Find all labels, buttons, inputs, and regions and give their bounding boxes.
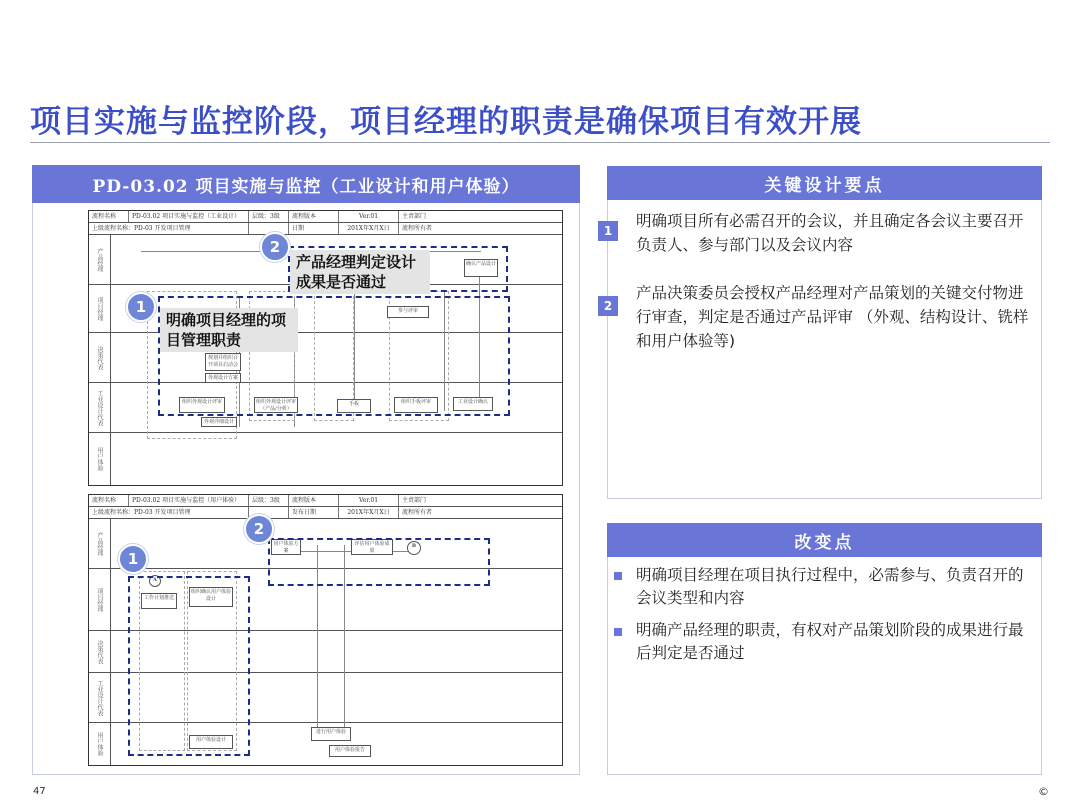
connector-b: B [407, 541, 421, 555]
swimlane-label: 产品经理 [89, 235, 111, 284]
chart1-hdr-cell: Ver.01 [339, 211, 399, 222]
bullet-square [614, 572, 622, 580]
process-box: 工业设计确认 [453, 397, 493, 411]
swimlane-label: 用户体验 [89, 433, 111, 485]
chart2-hdr-cell: 层级：3级 [249, 495, 289, 506]
chart2-hdr-cell: 上级流程名称：PD-03 开发项目管理 [89, 507, 249, 518]
swimlane-label: 决策代表 [89, 333, 111, 382]
key-points-header: 关键设计要点 [607, 166, 1042, 200]
swimlane-label: 项目经理 [89, 569, 111, 630]
highlight-region-1-chart2 [128, 576, 250, 756]
chart1-hdr-cell: 201X年X月X日 [339, 223, 399, 234]
chart1-hdr-cell: 上级流程名称：PD-03 开发项目管理 [89, 223, 249, 234]
chart2-hdr-cell: 流程名称 [89, 495, 129, 506]
chart1-hdr-cell: 流程名称 [89, 211, 129, 222]
document-box: 外观设计方案 [205, 373, 241, 383]
chart2-hdr-cell: 流程所有者 [402, 509, 433, 516]
process-box: 规划并组织召开项目启动会 [205, 353, 241, 371]
process-box: 组织外观设计评审（产品/分析） [256, 399, 297, 412]
chart1-header-row1 [89, 211, 562, 223]
bullet-square [614, 628, 622, 636]
process-box: 用户体验设计 [189, 735, 233, 749]
process-box: 手板 [337, 399, 371, 413]
chart1-hdr-cell: 日期 [289, 223, 339, 234]
number-badge: 2 [244, 514, 274, 544]
process-box: 参与评审 [387, 306, 429, 318]
key-point-number: 1 [598, 221, 618, 241]
copyright-mark: © [1038, 785, 1049, 798]
document-box: 外观详细设计 [201, 417, 237, 427]
key-point-text: 产品决策委员会授权产品经理对产品策划的关键交付物进行审查，判定是否通过产品评审 （外观、结构设计、铣样和用户体验等) [636, 284, 1029, 350]
change-point-text: 明确项目经理在项目执行过程中，必需参与、负责召开的会议类型和内容 [636, 566, 1024, 607]
key-point-text: 明确项目所有必需召开的会议，并且确定各会议主要召开负责人、参与部门以及会议内容 [636, 212, 1024, 254]
chart1-hdr-cell: 流程所有者 [402, 225, 433, 232]
connector-a: A [149, 575, 161, 587]
callout-pm-responsibility: 明确项目经理的项目管理职责 [160, 308, 298, 352]
document-box: 工作计划推送 [141, 593, 177, 609]
chart1-header-row2 [89, 223, 562, 235]
chart2-header-row1 [89, 495, 562, 507]
chart2-hdr-cell: 流程版本 [289, 495, 339, 506]
document-box: 用户体验报告 [329, 745, 371, 757]
swimlane-label: 用户体验 [89, 723, 111, 765]
process-box: 进行用户体验 [311, 727, 351, 741]
chart2-header-row2 [89, 507, 562, 519]
swimlane [89, 433, 562, 485]
page-title: 项目实施与监控阶段，项目经理的职责是确保项目有效开展 [30, 104, 862, 140]
callout-product-manager-judgement: 产品经理判定设计成果是否通过 [290, 250, 430, 294]
chart1-hdr-cell: 层级：3级 [249, 211, 289, 222]
key-point-number: 2 [598, 296, 618, 316]
chart2-hdr-cell: 201X年X月X日 [339, 507, 399, 518]
decision-node: 确认产品设计 [464, 259, 498, 277]
changes-header: 改变点 [607, 523, 1042, 557]
chart1-hdr-cell: 流程版本 [289, 211, 339, 222]
process-box: 组织确认用户体验设计 [189, 587, 233, 607]
process-box: 用户体验方案 [271, 539, 301, 555]
highlight-region-2-chart2 [268, 538, 490, 586]
swimlane-label: 项目经理 [89, 285, 111, 332]
swimlane-label: 工业设计代表 [89, 673, 111, 722]
swimlane-label: 产品经理 [89, 519, 111, 568]
title-divider [30, 142, 1050, 143]
number-badge: 1 [118, 544, 148, 574]
chart1-hdr-cell: 主责部门 [402, 213, 427, 220]
chart2-hdr-cell: PD-03.02 项目实施与监控（用户体验） [129, 495, 249, 506]
change-point-text: 明确产品经理的职责，有权对产品策划阶段的成果进行最后判定是否通过 [636, 621, 1024, 662]
swimlane-label: 决策代表 [89, 631, 111, 672]
number-badge: 1 [126, 292, 156, 322]
process-box: 组织外观设计评审 [179, 397, 225, 413]
process-box: 评估用户体验成果 [351, 539, 393, 555]
chart2-hdr-cell: 主责部门 [402, 497, 427, 504]
process-box: 组织手板评审 [394, 397, 438, 413]
left-panel-header: PD-03.02 项目实施与监控（工业设计和用户体验） [32, 165, 580, 203]
chart2-hdr-cell: 发布日期 [289, 507, 339, 518]
swimlane-label: 工业设计代表 [89, 383, 111, 432]
chart1-hdr-cell: PD-03.02 项目实施与监控（工业设计） [129, 211, 249, 222]
number-badge: 2 [260, 232, 290, 262]
chart2-hdr-cell: Ver.01 [339, 495, 399, 506]
page-number: 47 [33, 786, 46, 797]
